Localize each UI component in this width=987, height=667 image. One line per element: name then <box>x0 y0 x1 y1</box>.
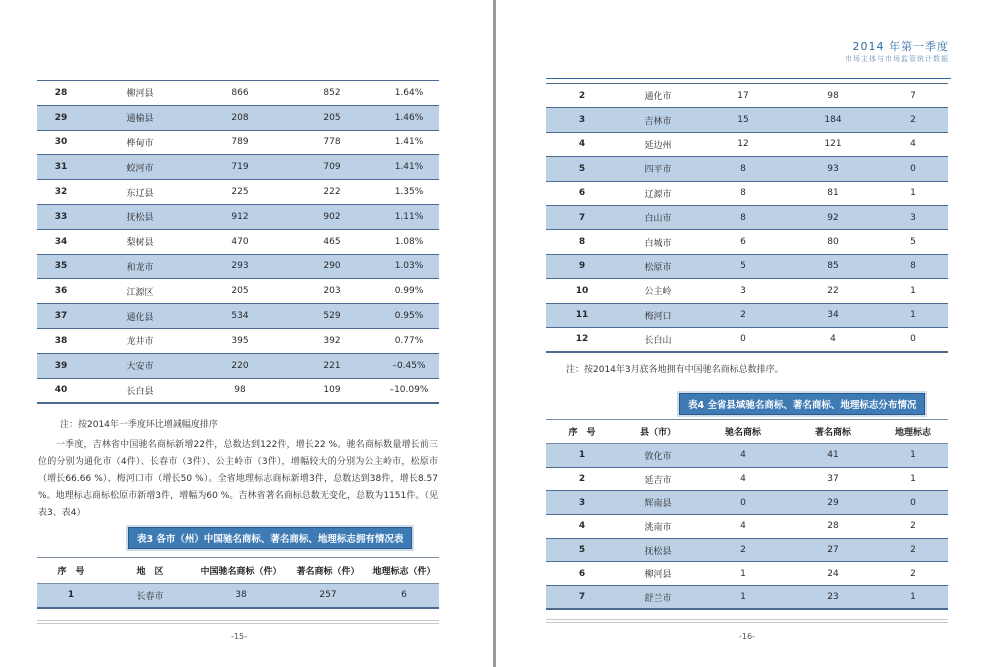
table-row <box>37 229 439 254</box>
table3-continued <box>546 83 948 353</box>
cell-region: 大安市 <box>85 353 195 378</box>
table-row <box>37 584 439 608</box>
cell-region: 通榆县 <box>85 105 195 130</box>
cell-c: 2 <box>878 515 948 539</box>
cell-c: 1.46% <box>379 105 439 130</box>
cell-b: 4 <box>788 327 878 351</box>
cell-b: 22 <box>788 279 878 303</box>
cell-b: 93 <box>788 157 878 181</box>
cell-b: 28 <box>788 515 878 539</box>
table-row <box>37 378 439 403</box>
column-header: 序 号 <box>37 558 105 584</box>
cell-no: 38 <box>37 328 85 353</box>
cell-c: 1 <box>878 279 948 303</box>
cell-region: 龙井市 <box>85 328 195 353</box>
cell-a: 98 <box>195 378 285 403</box>
cell-no: 29 <box>37 105 85 130</box>
cell-b: 778 <box>285 130 379 155</box>
cell-no: 8 <box>546 230 618 254</box>
table-row <box>37 279 439 304</box>
table-note: 注：按2014年一季度环比增减幅度排序 <box>60 420 218 430</box>
cell-a: 8 <box>698 205 788 229</box>
column-header: 著名商标 <box>788 420 878 444</box>
table-row <box>37 304 439 329</box>
cell-a: 38 <box>195 584 287 608</box>
cell-a: 225 <box>195 180 285 205</box>
cell-c: 1 <box>878 467 948 491</box>
cell-b: 902 <box>285 204 379 229</box>
table-header-row <box>546 420 948 444</box>
cell-a: 15 <box>698 108 788 132</box>
cell-c: 1.64% <box>379 81 439 106</box>
cell-c: 0 <box>878 491 948 515</box>
table-row <box>37 353 439 378</box>
cell-c: 0.99% <box>379 279 439 304</box>
cell-b: 852 <box>285 81 379 106</box>
cell-region: 舒兰市 <box>618 586 698 610</box>
header-rule <box>546 78 951 79</box>
cell-c: 4 <box>878 132 948 156</box>
cell-c: –10.09% <box>379 378 439 403</box>
cell-c: 0 <box>878 327 948 351</box>
cell-c: 8 <box>878 254 948 278</box>
cell-b: 80 <box>788 230 878 254</box>
table-row <box>37 180 439 205</box>
table-row <box>546 538 948 562</box>
cell-no: 32 <box>37 180 85 205</box>
cell-b: 29 <box>788 491 878 515</box>
cell-region: 洮南市 <box>618 515 698 539</box>
table-row <box>546 515 948 539</box>
cell-no: 10 <box>546 279 618 303</box>
cell-b: 81 <box>788 181 878 205</box>
table-row <box>546 327 948 351</box>
column-header: 地理标志 <box>878 420 948 444</box>
cell-region: 白城市 <box>618 230 698 254</box>
cell-c: 1 <box>878 181 948 205</box>
cell-a: 293 <box>195 254 285 279</box>
cell-b: 23 <box>788 586 878 610</box>
cell-no: 34 <box>37 229 85 254</box>
cell-no: 31 <box>37 155 85 180</box>
column-header: 驰名商标 <box>698 420 788 444</box>
cell-a: 1 <box>698 586 788 610</box>
cell-a: 6 <box>698 230 788 254</box>
right-page <box>496 0 987 667</box>
cell-region: 通化县 <box>85 304 195 329</box>
cell-b: 37 <box>788 467 878 491</box>
cell-no: 7 <box>546 586 618 610</box>
cell-c: 1.03% <box>379 254 439 279</box>
cell-a: 912 <box>195 204 285 229</box>
cell-region: 通化市 <box>618 84 698 108</box>
column-header: 序 号 <box>546 420 618 444</box>
cell-no: 5 <box>546 538 618 562</box>
cell-no: 2 <box>546 84 618 108</box>
cell-c: 7 <box>878 84 948 108</box>
cell-c: 5 <box>878 230 948 254</box>
cell-c: 1.41% <box>379 130 439 155</box>
cell-a: 1 <box>698 562 788 586</box>
cell-a: 789 <box>195 130 285 155</box>
cell-c: 1.41% <box>379 155 439 180</box>
cell-b: 392 <box>285 328 379 353</box>
cell-a: 3 <box>698 279 788 303</box>
cell-c: 1 <box>878 444 948 468</box>
cell-b: 222 <box>285 180 379 205</box>
header-subtitle: 市场主体与市场监管统计数据 <box>845 55 949 63</box>
cell-a: 395 <box>195 328 285 353</box>
cell-b: 529 <box>285 304 379 329</box>
cell-a: 17 <box>698 84 788 108</box>
cell-b: 203 <box>285 279 379 304</box>
cell-region: 敦化市 <box>618 444 698 468</box>
column-header: 著名商标（件） <box>287 558 369 584</box>
cell-region: 梅河口 <box>618 303 698 327</box>
table-row <box>37 130 439 155</box>
cell-region: 延边州 <box>618 132 698 156</box>
table3-city-trademarks <box>37 557 439 609</box>
cell-a: 205 <box>195 279 285 304</box>
cell-c: –0.45% <box>379 353 439 378</box>
table-row <box>546 230 948 254</box>
cell-region: 柳河县 <box>85 81 195 106</box>
cell-a: 719 <box>195 155 285 180</box>
cell-b: 184 <box>788 108 878 132</box>
cell-no: 36 <box>37 279 85 304</box>
cell-no: 5 <box>546 157 618 181</box>
column-header: 中国驰名商标（件） <box>195 558 287 584</box>
cell-a: 470 <box>195 229 285 254</box>
table4-title: 表4 全省县域驰名商标、著名商标、地理标志分布情况 <box>679 393 925 415</box>
table-row <box>546 562 948 586</box>
cell-c: 1 <box>878 586 948 610</box>
cell-region: 松原市 <box>618 254 698 278</box>
table-row <box>546 84 948 108</box>
table-row <box>546 108 948 132</box>
cell-b: 98 <box>788 84 878 108</box>
table-row <box>546 181 948 205</box>
cell-no: 39 <box>37 353 85 378</box>
cell-b: 34 <box>788 303 878 327</box>
bottom-rule <box>37 620 439 621</box>
cell-no: 40 <box>37 378 85 403</box>
bottom-rule <box>546 622 948 623</box>
cell-no: 2 <box>546 467 618 491</box>
cell-a: 2 <box>698 538 788 562</box>
summary-paragraph: 一季度，吉林省中国驰名商标新增22件，总数达到122件，增长22 %。驰名商标数量增长前三位的分别为通化市（4件）、长春市（3件）、公主岭市（3件），增幅较大的分别为公主岭市，松原市（增长66.66 %）、梅河口市（增长50 %）。全省地理标志商标新增3件，总数达到38件，增长8.57 %。地理标志商标松原市新增3件，增幅为60 %。吉林省著名商标总数无变化，总数为1151件。（见表3、表4） <box>38 440 438 518</box>
cell-a: 208 <box>195 105 285 130</box>
table-row <box>37 204 439 229</box>
cell-no: 11 <box>546 303 618 327</box>
cell-region: 蛟河市 <box>85 155 195 180</box>
cell-no: 3 <box>546 491 618 515</box>
table-row <box>546 586 948 610</box>
cell-b: 257 <box>287 584 369 608</box>
cell-region: 白山市 <box>618 205 698 229</box>
cell-c: 2 <box>878 562 948 586</box>
cell-region: 延吉市 <box>618 467 698 491</box>
cell-b: 465 <box>285 229 379 254</box>
cell-c: 0.77% <box>379 328 439 353</box>
cell-a: 2 <box>698 303 788 327</box>
column-header: 地 区 <box>105 558 195 584</box>
cell-c: 1 <box>878 303 948 327</box>
cell-a: 0 <box>698 327 788 351</box>
cell-region: 吉林市 <box>618 108 698 132</box>
table3-title: 表3 各市（州）中国驰名商标、著名商标、地理标志拥有情况表 <box>128 527 412 549</box>
table-row <box>546 467 948 491</box>
table-row <box>37 155 439 180</box>
bottom-rule <box>37 623 439 624</box>
table-row <box>37 328 439 353</box>
table-row <box>546 205 948 229</box>
table-row <box>546 157 948 181</box>
cell-c: 2 <box>878 538 948 562</box>
cell-c: 0 <box>878 157 948 181</box>
cell-c: 6 <box>369 584 439 608</box>
cell-b: 221 <box>285 353 379 378</box>
cell-c: 2 <box>878 108 948 132</box>
cell-no: 4 <box>546 132 618 156</box>
cell-a: 4 <box>698 444 788 468</box>
cell-region: 抚松县 <box>85 204 195 229</box>
cell-b: 121 <box>788 132 878 156</box>
cell-b: 709 <box>285 155 379 180</box>
cell-no: 35 <box>37 254 85 279</box>
cell-no: 33 <box>37 204 85 229</box>
cell-no: 28 <box>37 81 85 106</box>
table-row <box>37 105 439 130</box>
cell-region: 四平市 <box>618 157 698 181</box>
cell-no: 1 <box>37 584 105 608</box>
table-row <box>546 254 948 278</box>
header-title: 2014 年第一季度 <box>852 40 949 53</box>
cell-b: 41 <box>788 444 878 468</box>
cell-a: 4 <box>698 467 788 491</box>
table-row <box>546 132 948 156</box>
cell-b: 290 <box>285 254 379 279</box>
cell-no: 30 <box>37 130 85 155</box>
cell-no: 4 <box>546 515 618 539</box>
cell-no: 7 <box>546 205 618 229</box>
cell-no: 1 <box>546 444 618 468</box>
cell-region: 和龙市 <box>85 254 195 279</box>
cell-region: 长白县 <box>85 378 195 403</box>
cell-region: 公主岭 <box>618 279 698 303</box>
bottom-rule <box>546 619 948 620</box>
cell-b: 27 <box>788 538 878 562</box>
table3-note: 注：按2014年3月底各地拥有中国驰名商标总数排序。 <box>566 365 784 375</box>
cell-a: 0 <box>698 491 788 515</box>
cell-c: 0.95% <box>379 304 439 329</box>
cell-a: 12 <box>698 132 788 156</box>
column-header: 县（市） <box>618 420 698 444</box>
cell-region: 抚松县 <box>618 538 698 562</box>
cell-no: 3 <box>546 108 618 132</box>
cell-b: 24 <box>788 562 878 586</box>
cell-region: 辉南县 <box>618 491 698 515</box>
table-row <box>37 254 439 279</box>
cell-a: 8 <box>698 181 788 205</box>
cell-region: 长白山 <box>618 327 698 351</box>
cell-a: 866 <box>195 81 285 106</box>
table-row <box>546 491 948 515</box>
table-row <box>546 279 948 303</box>
cell-a: 8 <box>698 157 788 181</box>
cell-region: 桦甸市 <box>85 130 195 155</box>
cell-no: 6 <box>546 562 618 586</box>
cell-no: 12 <box>546 327 618 351</box>
cell-b: 109 <box>285 378 379 403</box>
cell-a: 5 <box>698 254 788 278</box>
cell-region: 辽源市 <box>618 181 698 205</box>
cell-c: 1.08% <box>379 229 439 254</box>
cell-region: 柳河县 <box>618 562 698 586</box>
cell-a: 220 <box>195 353 285 378</box>
cell-region: 东辽县 <box>85 180 195 205</box>
table-header-row <box>37 558 439 584</box>
cell-region: 江源区 <box>85 279 195 304</box>
table-row <box>546 444 948 468</box>
cell-b: 85 <box>788 254 878 278</box>
cell-no: 9 <box>546 254 618 278</box>
table-row <box>37 81 439 106</box>
page-number: -15- <box>231 632 247 641</box>
cell-b: 92 <box>788 205 878 229</box>
cell-no: 6 <box>546 181 618 205</box>
cell-a: 4 <box>698 515 788 539</box>
cell-b: 205 <box>285 105 379 130</box>
column-header: 地理标志（件） <box>369 558 439 584</box>
table-row <box>546 303 948 327</box>
page-number: -16- <box>739 632 755 641</box>
cell-region: 长春市 <box>105 584 195 608</box>
cell-region: 梨树县 <box>85 229 195 254</box>
cell-c: 1.11% <box>379 204 439 229</box>
cell-a: 534 <box>195 304 285 329</box>
cell-c: 3 <box>878 205 948 229</box>
cell-c: 1.35% <box>379 180 439 205</box>
table4-county-trademarks <box>546 419 948 610</box>
cell-no: 37 <box>37 304 85 329</box>
table-growth-ranking <box>37 80 439 404</box>
